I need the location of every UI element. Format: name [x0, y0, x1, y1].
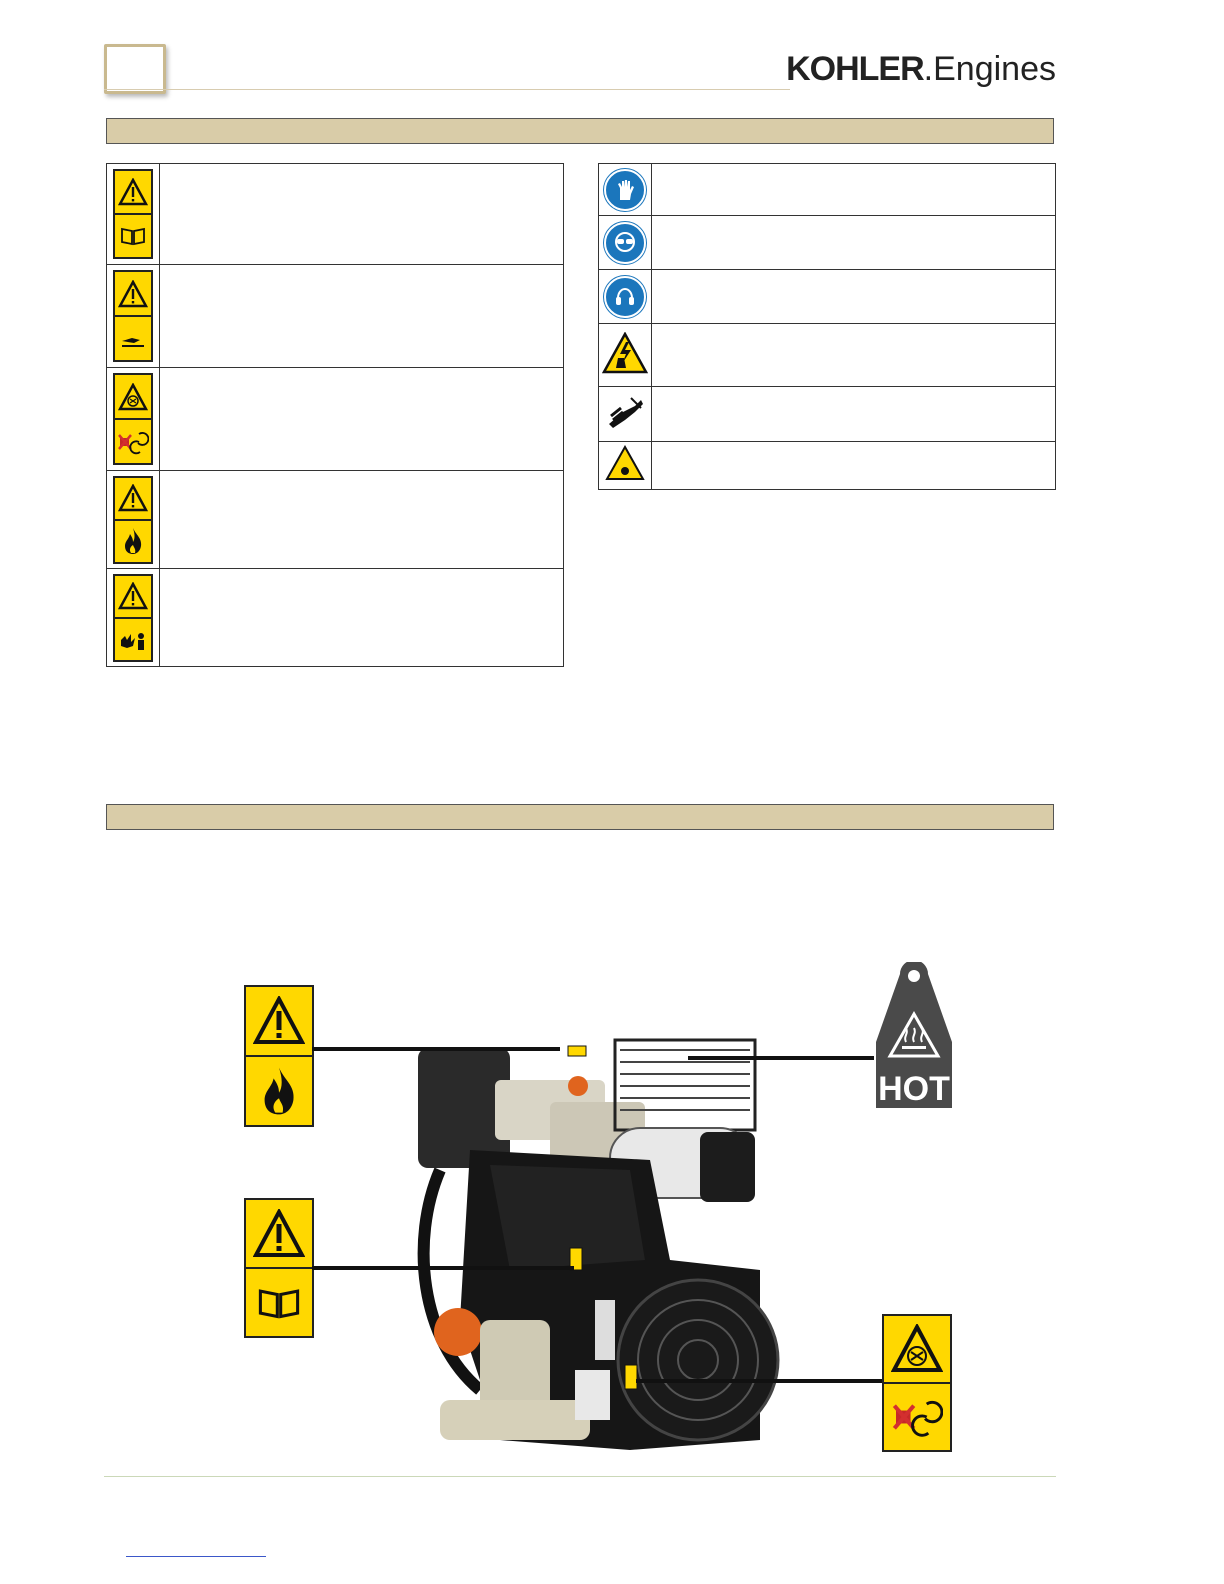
hot-tag-pointer — [688, 1056, 874, 1060]
table-row — [107, 569, 564, 667]
logo-dot: . — [923, 50, 934, 88]
safety-symbols-table-right — [598, 163, 1056, 490]
table-row — [599, 324, 1056, 387]
section-header-symbols — [106, 118, 1054, 144]
warning-manual-icon — [113, 169, 153, 259]
safety-symbols-table-left — [106, 163, 564, 667]
warning-fire-icon — [113, 476, 153, 564]
logo-brand: KOHLER — [786, 50, 924, 88]
fan-hazard-icon — [113, 373, 153, 465]
table-row — [107, 265, 564, 368]
table-row — [599, 270, 1056, 324]
section-header-labels — [106, 804, 1054, 830]
hot-tag-text: HOT — [878, 1070, 950, 1108]
footer-link-underline[interactable] — [126, 1556, 266, 1557]
table-row — [599, 216, 1056, 270]
electric-shock-icon — [602, 332, 648, 374]
engine-photo — [400, 1020, 780, 1460]
fire-label-pointer — [312, 1047, 560, 1051]
rotating-fan-label — [882, 1314, 952, 1452]
kohler-engines-logo — [786, 50, 1056, 89]
goggles-mandatory-icon — [604, 222, 646, 264]
table-row — [107, 368, 564, 471]
ear-protection-mandatory-icon — [604, 276, 646, 318]
hot-surface-tag — [874, 962, 954, 1114]
warning-corrosive-icon — [113, 270, 153, 362]
gloves-mandatory-icon — [604, 169, 646, 211]
hazard-triangle-icon — [605, 445, 645, 481]
manual-label-pointer — [312, 1266, 574, 1270]
fire-warning-label — [244, 985, 314, 1127]
table-row — [107, 164, 564, 265]
cutting-hazard-icon — [605, 394, 645, 430]
fan-label-pointer — [636, 1379, 882, 1383]
table-row — [599, 442, 1056, 490]
page-number-tab — [104, 44, 166, 94]
read-manual-label — [244, 1198, 314, 1338]
table-row — [599, 164, 1056, 216]
table-row — [107, 471, 564, 569]
logo-suffix: Engines — [933, 50, 1056, 88]
warning-explosion-icon — [113, 574, 153, 662]
header-divider — [104, 89, 790, 90]
table-row — [599, 387, 1056, 442]
footer-divider — [104, 1476, 1056, 1477]
